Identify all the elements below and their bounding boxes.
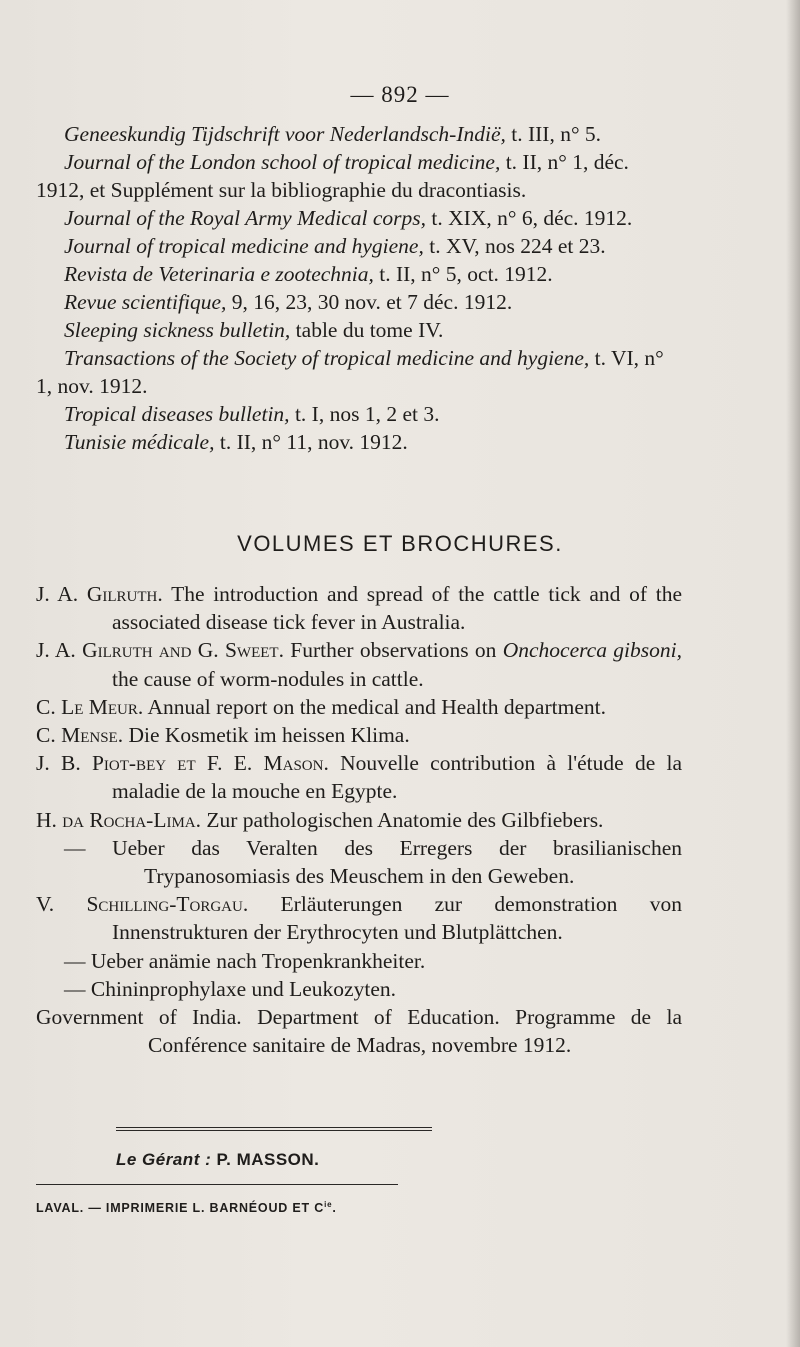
divider-rule (36, 1184, 398, 1185)
volume-entry (36, 1003, 682, 1059)
volume-entry-ditto (36, 947, 682, 975)
journal-details: t. I, nos 1, 2 et 3. (289, 402, 440, 426)
volume-text: Die Kosmetik im heissen Klima. (123, 723, 410, 748)
volume-text: Chininprophylaxe und Leukozyten. (85, 976, 396, 1001)
journal-entry (36, 344, 682, 400)
journal-title: Revista de Veterinaria e zootechnia, (64, 262, 374, 286)
volume-entry-ditto (36, 834, 682, 890)
volume-text: Erläuterungen zur demonstration von Innenstrukturen der Erythrocyten und Blutplättchen. (112, 892, 682, 945)
journal-list (36, 120, 682, 456)
volume-author: V. Schilling-Torgau. (36, 892, 249, 917)
volume-entry (36, 749, 682, 805)
ditto-dash: — (64, 948, 86, 973)
ditto-dash: — (64, 976, 86, 1001)
page-number: — 892 — (350, 82, 450, 107)
volume-text: Department of Education. Programme de la Conférence sanitaire de Madras, novembre 1912. (148, 1005, 682, 1058)
volume-author: J. B. Piot-bey et F. E. Mason. (36, 751, 329, 776)
gerant-name: P. MASSON. (211, 1150, 320, 1169)
journal-details: t. II, n° 11, nov. 1912. (214, 430, 408, 454)
journal-title: Tropical diseases bulletin, (64, 402, 290, 426)
journal-entry (36, 288, 682, 316)
gerant-label: Le Gérant : (116, 1150, 212, 1169)
journal-title: Transactions of the Society of tropical medicine and hygiene, (64, 346, 590, 370)
volume-text: Nouvelle contribution à l'étude de la maladie de la mouche en Egypte. (112, 751, 682, 804)
journal-title: Revue scientifique, (64, 290, 227, 314)
volume-entry-ditto (36, 975, 682, 1003)
journal-details: 9, 16, 23, 30 nov. et 7 déc. 1912. (226, 290, 513, 314)
journal-entry (36, 260, 682, 288)
journal-entry (36, 428, 682, 456)
volume-text: Ueber anämie nach Tropenkrankheiter. (85, 948, 426, 973)
volume-author: J. A. Gilruth. (36, 582, 163, 606)
volume-entry (36, 721, 682, 749)
journal-title: Journal of tropical medicine and hygiene, (64, 234, 424, 258)
journal-entry (36, 316, 682, 344)
gerant-line (116, 1150, 319, 1170)
printer-imprint (36, 1200, 337, 1215)
volume-title: Onchocerca gibsoni, (502, 638, 682, 663)
journal-entry (36, 120, 682, 148)
volume-author: H. da Rocha-Lima. (36, 807, 201, 832)
journal-entry (36, 232, 682, 260)
journal-details: table du tome IV. (290, 318, 444, 342)
ditto-dash: — (64, 835, 86, 860)
journal-details: t. II, n° 1, déc. 1912, et Supplément sur la bibliographie du dracontiasis. (36, 150, 629, 202)
journal-title: Tunisie médicale, (64, 430, 215, 454)
journal-title: Journal of the Royal Army Medical corps, (64, 206, 427, 230)
page-edge-shadow (786, 0, 800, 1347)
volume-text-after: the cause of worm-nodules in cattle. (112, 666, 424, 691)
divider-rule (116, 1127, 432, 1128)
volume-entry (36, 806, 682, 834)
journal-title: Geneeskundig Tijdschrift voor Nederlandsch-Indië, (64, 122, 506, 146)
journal-entry (36, 148, 682, 204)
volume-entry (36, 580, 682, 636)
volume-entry (36, 636, 682, 692)
volume-text: Ueber das Veralten des Erregers der brasilianischen Trypanosomiasis des Meuschem in den Geweben. (85, 835, 682, 889)
journal-title: Journal of the London school of tropical medicine, (64, 150, 501, 174)
journal-details: t. XV, nos 224 et 23. (423, 234, 606, 258)
journal-details: t. VI, n° 1, nov. 1912. (36, 346, 664, 398)
imprint-end: . (332, 1201, 337, 1216)
volume-author: J. A. Gilruth and G. Sweet. (36, 638, 284, 663)
journal-title: Sleeping sickness bulletin, (64, 318, 291, 342)
divider-rule (116, 1130, 432, 1131)
volume-list (36, 580, 682, 1059)
imprint-superscript: ie (324, 1200, 333, 1209)
volume-author: C. Le Meur. (36, 694, 144, 719)
volume-entry (36, 890, 682, 946)
volume-text: Further observations on (283, 638, 503, 663)
journal-details: t. II, n° 5, oct. 1912. (373, 262, 553, 286)
journal-entry (36, 400, 682, 428)
volume-author: C. Mense. (36, 723, 124, 748)
journal-details: t. III, n° 5. (505, 122, 602, 146)
volume-text: The introduction and spread of the cattle tick and of the associated disease tick fever in Australia. (112, 582, 682, 635)
journal-details: t. XIX, n° 6, déc. 1912. (426, 206, 633, 230)
journal-entry (36, 204, 682, 232)
imprint-text: LAVAL. — IMPRIMERIE L. BARNÉOUD ET C (36, 1201, 325, 1216)
volume-author: Government of India. (36, 1005, 242, 1030)
volume-text: Annual report on the medical and Health department. (143, 694, 606, 719)
volume-text: Zur pathologischen Anatomie des Gilbfiebers. (201, 807, 604, 832)
volume-entry (36, 693, 682, 721)
section-heading: VOLUMES ET BROCHURES. (237, 531, 563, 556)
